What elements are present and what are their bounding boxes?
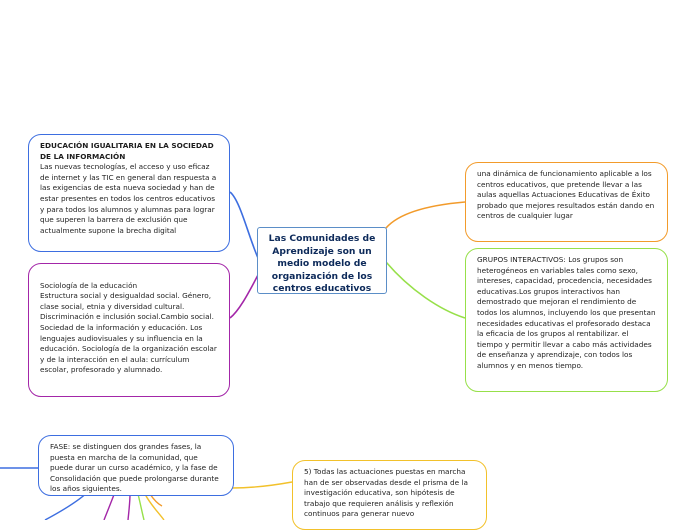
node-grupos-body: GRUPOS INTERACTIVOS: Los grupos son heterogéneos en variables tales como sexo, intereses, capacidad, procedencia, necesidades educativas.Los grupos interactivos han demostrado que mejoran el rendimiento de todos los alumnos, incluyendo los que presentan necesidades educativas el profesorado destaca la eficacia de los grupos al rentabilizar. el tiempo y permitir llevar a cabo más actividades de enseñanza y aprendizaje, con todos los alumnos y en menos tiempo. — [477, 255, 656, 370]
node-fase-body: FASE: se distinguen dos grandes fases, la puesta en marcha de la comunidad, que puede durar un curso académico, y la fase de Consolidación que puede prolongarse durante los años siguientes. — [50, 442, 219, 494]
node-educacion-igualitaria[interactable] — [28, 134, 230, 252]
central-topic[interactable] — [257, 227, 387, 294]
connector-fase-down-2 — [104, 492, 115, 520]
connector-dinamica — [386, 202, 465, 228]
node-fase[interactable] — [38, 435, 234, 496]
node-sociologia-body: Sociología de la educación Estructura social y desigualdad social. Género, clase social, etnia y diversidad cultural. Discriminación e inclusión social.Cambio social. Sociedad de la información y educación. Los lenguajes audiovisuales y su influencia en la educación. Sociología de la organización escolar y de la interacción en el aula: currículum escolar, profesorado y alumnado. — [40, 280, 217, 375]
connector-fase-down-3 — [128, 494, 130, 520]
connector-fase-down-4 — [138, 494, 144, 520]
connector-grupos — [386, 262, 465, 318]
node-actuaciones-body: 5) Todas las actuaciones puestas en marcha han de ser observadas desde el prisma de la investigación educativa, son hipótesis de trabajo que requieren análisis y reflexión continuos para generar nuevo — [304, 467, 468, 519]
connector-educacion — [230, 192, 258, 258]
central-topic-text: Las Comunidades de Aprendizaje son un medio modelo de organización de los centros educativos — [268, 233, 376, 294]
connector-fase-down-5 — [145, 494, 164, 520]
node-sociologia[interactable] — [28, 263, 230, 397]
node-dinamica-body: una dinámica de funcionamiento aplicable a los centros educativos, que pretende llevar a las aulas aquellas Actuaciones Educativas de Éxito probado que mejores resultados están dando en centros de cualquier lugar — [477, 169, 655, 221]
connector-actuaciones — [232, 482, 292, 488]
connector-sociologia — [230, 275, 258, 318]
node-educacion-title: EDUCACIÓN IGUALITARIA EN LA SOCIEDAD DE LA INFORMACIÓN — [40, 141, 214, 161]
node-educacion-body: Las nuevas tecnologías, el acceso y uso eficaz de internet y las TIC en general dan respuesta a las exigencias de esta nueva sociedad y han de estar presentes en todos los centros educativos y para todos los alumnos y alumnas para lograr que superen la barrera de exclusión que actualmente supone la brecha digital — [40, 162, 217, 235]
node-grupos-interactivos[interactable] — [465, 248, 668, 392]
node-dinamica[interactable] — [465, 162, 668, 242]
